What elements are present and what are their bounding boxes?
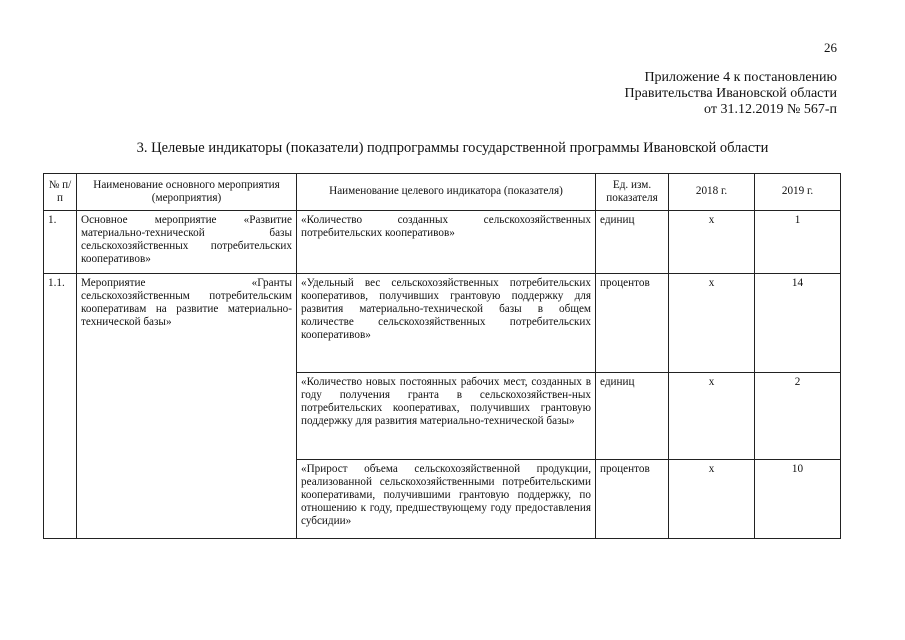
table-row [44,274,841,373]
cell-2019: 10 [755,460,841,539]
table-header-row [44,174,841,211]
cell-2018: х [669,460,755,539]
cell-unit: процентов [596,274,669,373]
cell-unit: единиц [596,211,669,274]
cell-2018: х [669,274,755,373]
cell-indicator: «Прирост объема сельскохозяйственной продукции, реализованной сельскохозяйственными потребительскими кооперативами, получившими грантовую поддержку, по отношению к году, предшествующему году предоставления субсидии» [297,460,596,539]
table-row [44,211,841,274]
cell-2019: 14 [755,274,841,373]
cell-event: Мероприятие «Гранты сельскохозяйственным потребительским кооперативам на развитие материально-технической базы» [77,274,297,539]
header-num: № п/п [44,174,77,211]
document-title: 3. Целевые индикаторы (показатели) подпрограммы государственной программы Ивановской области [136,140,769,156]
appendix-line: Правительства Ивановской области [624,86,837,101]
cell-num: 1. [44,211,77,274]
cell-unit: процентов [596,460,669,539]
page-number: 26 [824,40,837,55]
appendix-line: от 31.12.2019 № 567-п [704,102,837,117]
header-2019: 2019 г. [755,174,841,211]
cell-indicator: «Количество созданных сельскохозяйственных потребительских кооперативов» [297,211,596,274]
header-unit: Ед. изм. показателя [596,174,669,211]
cell-event: Основное мероприятие «Развитие материально-технической базы сельскохозяйственных потребительских кооперативов» [77,211,297,274]
cell-indicator: «Количество новых постоянных рабочих мест, созданных в году получения гранта в сельскохозяйствен-ных потребительских кооперативах, получивших грантовую поддержку для развития материально-технической базы» [297,373,596,460]
appendix-header [625,70,837,118]
cell-num: 1.1. [44,274,77,539]
appendix-line: Приложение 4 к постановлению [644,70,837,85]
cell-2018: х [669,373,755,460]
cell-indicator: «Удельный вес сельскохозяйственных потребительских кооперативов, получивших грантовую поддержку для развития материально-технической базы в общем количестве сельскохозяйственных потребительских кооперативов» [297,274,596,373]
cell-2019: 2 [755,373,841,460]
cell-unit: единиц [596,373,669,460]
cell-2019: 1 [755,211,841,274]
indicators-table [43,173,841,539]
header-event: Наименование основного мероприятия (мероприятия) [77,174,297,211]
header-indicator: Наименование целевого индикатора (показателя) [297,174,596,211]
header-2018: 2018 г. [669,174,755,211]
cell-2018: х [669,211,755,274]
